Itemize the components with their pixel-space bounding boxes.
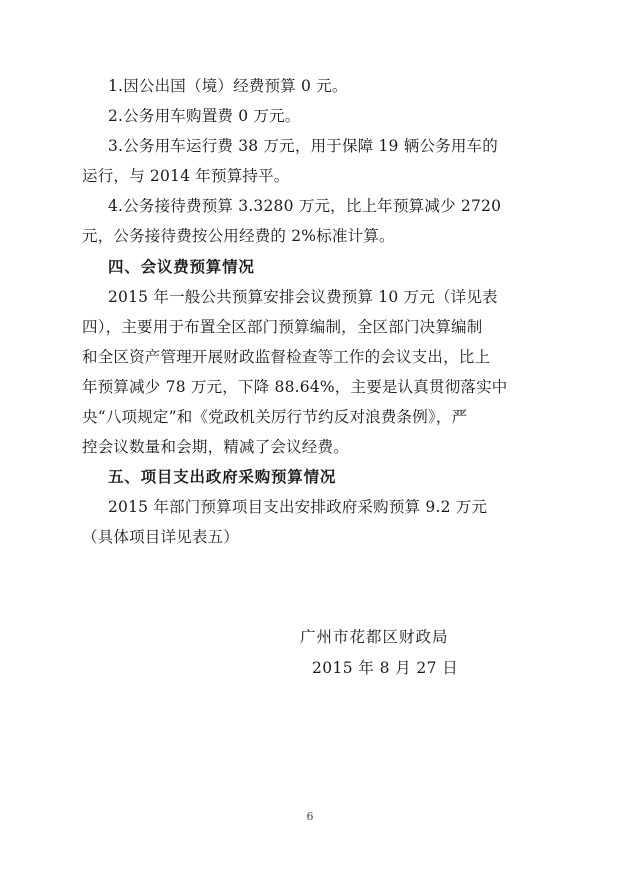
section-4-line: 和全区资产管理开展财政监督检查等工作的会议支出，比上: [82, 348, 491, 366]
signature-date: 2015 年 8 月 27 日: [312, 659, 459, 677]
signature-org: 广州市花都区财政局: [300, 628, 449, 646]
section-4-line: 控会议数量和会期，精减了会议经费。: [82, 438, 349, 456]
section-5-line: （具体项目详见表五）: [82, 528, 240, 546]
section-4-line: 2015 年一般公共预算安排会议费预算 10 万元（详见表: [108, 288, 498, 306]
item-3-line-2: 运行，与 2014 年预算持平。: [82, 167, 290, 185]
section-5-line: 2015 年部门预算项目支出安排政府采购预算 9.2 万元: [108, 498, 488, 516]
page-number: 6: [306, 810, 314, 823]
section-4-line: 四），主要用于布置全区部门预算编制，全区部门决算编制: [82, 318, 483, 336]
section-4-heading: 四、会议费预算情况: [108, 257, 255, 276]
item-3-line-1: 3.公务用车运行费 38 万元，用于保障 19 辆公务用车的: [108, 137, 498, 155]
item-4-line-2: 元，公务接待费按公用经费的 2%标准计算。: [82, 227, 395, 245]
item-4-line-1: 4.公务接待费预算 3.3280 万元，比上年预算减少 2720: [108, 197, 502, 215]
item-1: 1.因公出国（境）经费预算 0 元。: [108, 77, 348, 95]
section-4-line: 央“八项规定”和《党政机关厉行节约反对浪费条例》，严: [82, 408, 468, 426]
section-4-line: 年预算减少 78 万元，下降 88.64%，主要是认真贯彻落实中: [82, 378, 508, 396]
item-2: 2.公务用车购置费 0 万元。: [108, 107, 301, 125]
section-5-heading: 五、项目支出政府采购预算情况: [108, 467, 337, 486]
